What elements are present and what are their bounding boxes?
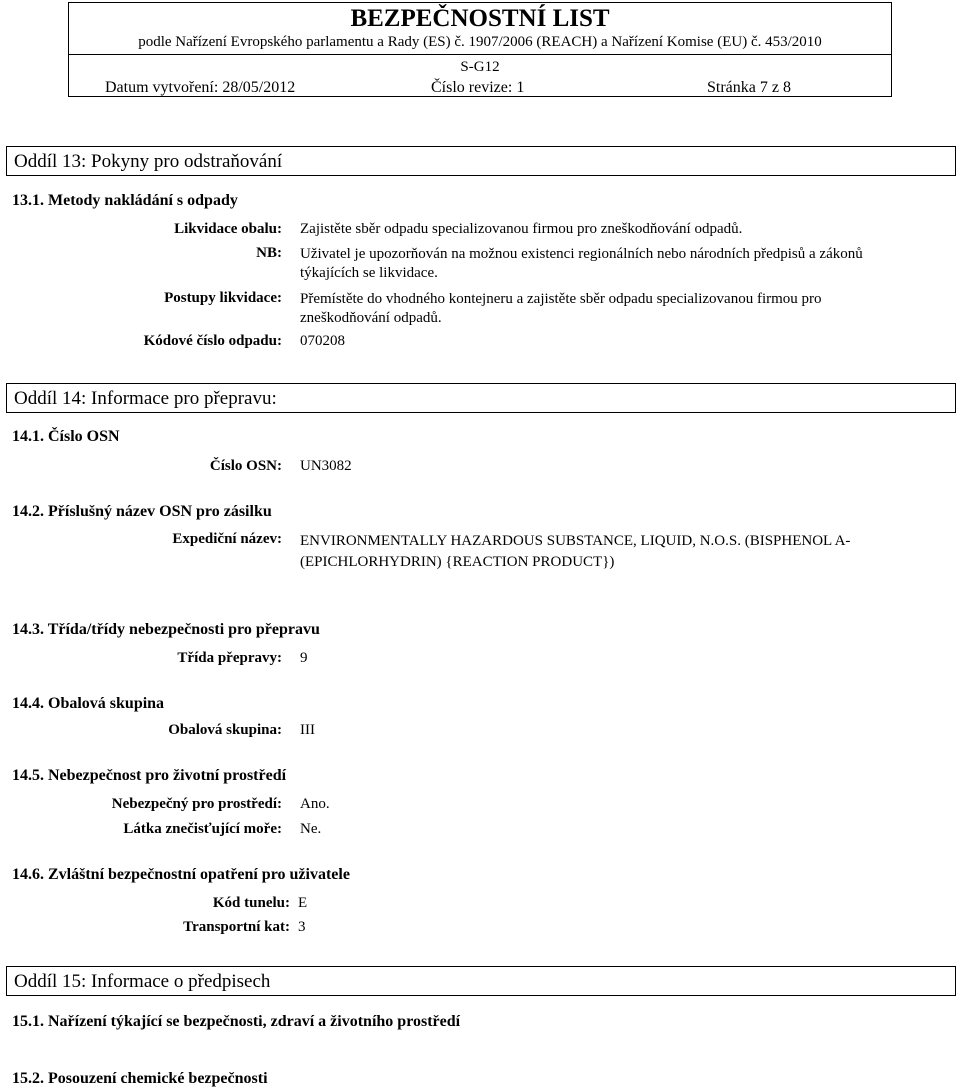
value-shipping-name: ENVIRONMENTALLY HAZARDOUS SUBSTANCE, LIQUID, N.O.S. (BISPHENOL A-(EPICHLORHYDRIN) {REACTION PRODUCT})	[300, 533, 851, 570]
label-nb: NB:	[256, 245, 282, 261]
value-env-hazard: Ano.	[300, 796, 330, 812]
subsection-14-3: 14.3. Třída/třídy nebezpečnosti pro přepravu	[12, 621, 320, 638]
value-waste-code: 070208	[300, 333, 345, 349]
subsection-13-1: 13.1. Metody nakládání s odpady	[12, 192, 238, 209]
value-tunnel-code: E	[298, 895, 308, 911]
value-transport-category: 3	[298, 919, 306, 935]
section-13-header	[6, 146, 956, 176]
label-package-disposal: Likvidace obalu:	[174, 221, 282, 237]
page-number: Stránka 7 z 8	[707, 79, 791, 96]
document-header	[68, 2, 892, 97]
value-packing-group: III	[300, 722, 315, 738]
value-un-number: UN3082	[300, 458, 352, 474]
subsection-14-5: 14.5. Nebezpečnost pro životní prostředí	[12, 767, 287, 784]
subsection-15-1: 15.1. Nařízení týkající se bezpečnosti, zdraví a životního prostředí	[12, 1013, 461, 1030]
revision-number: Číslo revize: 1	[431, 79, 525, 96]
label-disposal-procedure: Postupy likvidace:	[164, 290, 282, 306]
subsection-14-1: 14.1. Číslo OSN	[12, 428, 120, 445]
value-disposal-procedure: Přemístěte do vhodného kontejneru a zajistěte sběr odpadu specializovanou firmou pro zneškodňování odpadů.	[300, 291, 822, 326]
value-nb: Uživatel je upozorňován na možnou existenci regionálních nebo národních předpisů a zákonů týkajících se likvidace.	[300, 246, 863, 281]
document-title: BEZPEČNOSTNÍ LIST	[350, 5, 610, 32]
label-un-number: Číslo OSN:	[209, 458, 282, 474]
creation-date: Datum vytvoření: 28/05/2012	[105, 79, 296, 96]
label-transport-category: Transportní kat:	[183, 919, 290, 935]
subsection-15-2: 15.2. Posouzení chemické bezpečnosti	[12, 1070, 268, 1087]
section-15-header	[6, 966, 956, 996]
section-15-title: Oddíl 15: Informace o předpisech	[14, 971, 271, 992]
label-shipping-name: Expediční název:	[172, 531, 282, 547]
subsection-14-4: 14.4. Obalová skupina	[12, 695, 165, 712]
label-packing-group: Obalová skupina:	[168, 722, 282, 738]
subsection-14-6: 14.6. Zvláštní bezpečnostní opatření pro uživatele	[12, 866, 350, 883]
label-env-hazard: Nebezpečný pro prostředí:	[111, 796, 282, 812]
value-marine-pollutant: Ne.	[300, 821, 322, 837]
label-tunnel-code: Kód tunelu:	[212, 895, 290, 911]
section-14-title: Oddíl 14: Informace pro přepravu:	[14, 388, 277, 409]
subsection-14-2: 14.2. Příslušný název OSN pro zásilku	[12, 503, 272, 520]
section-13-title: Oddíl 13: Pokyny pro odstraňování	[14, 151, 283, 172]
label-marine-pollutant: Látka znečisťující moře:	[123, 821, 282, 837]
value-transport-class: 9	[300, 650, 308, 666]
label-waste-code: Kódové číslo odpadu:	[143, 333, 282, 349]
header-divider	[69, 54, 891, 55]
section-14-header	[6, 383, 956, 413]
label-transport-class: Třída přepravy:	[177, 650, 282, 666]
value-package-disposal: Zajistěte sběr odpadu specializovanou firmou pro zneškodňování odpadů.	[300, 221, 743, 237]
regulation-reference: podle Nařízení Evropského parlamentu a Rady (ES) č. 1907/2006 (REACH) a Nařízení Komise (EU) č. 453/2010	[138, 34, 822, 50]
product-code: S-G12	[460, 59, 500, 75]
